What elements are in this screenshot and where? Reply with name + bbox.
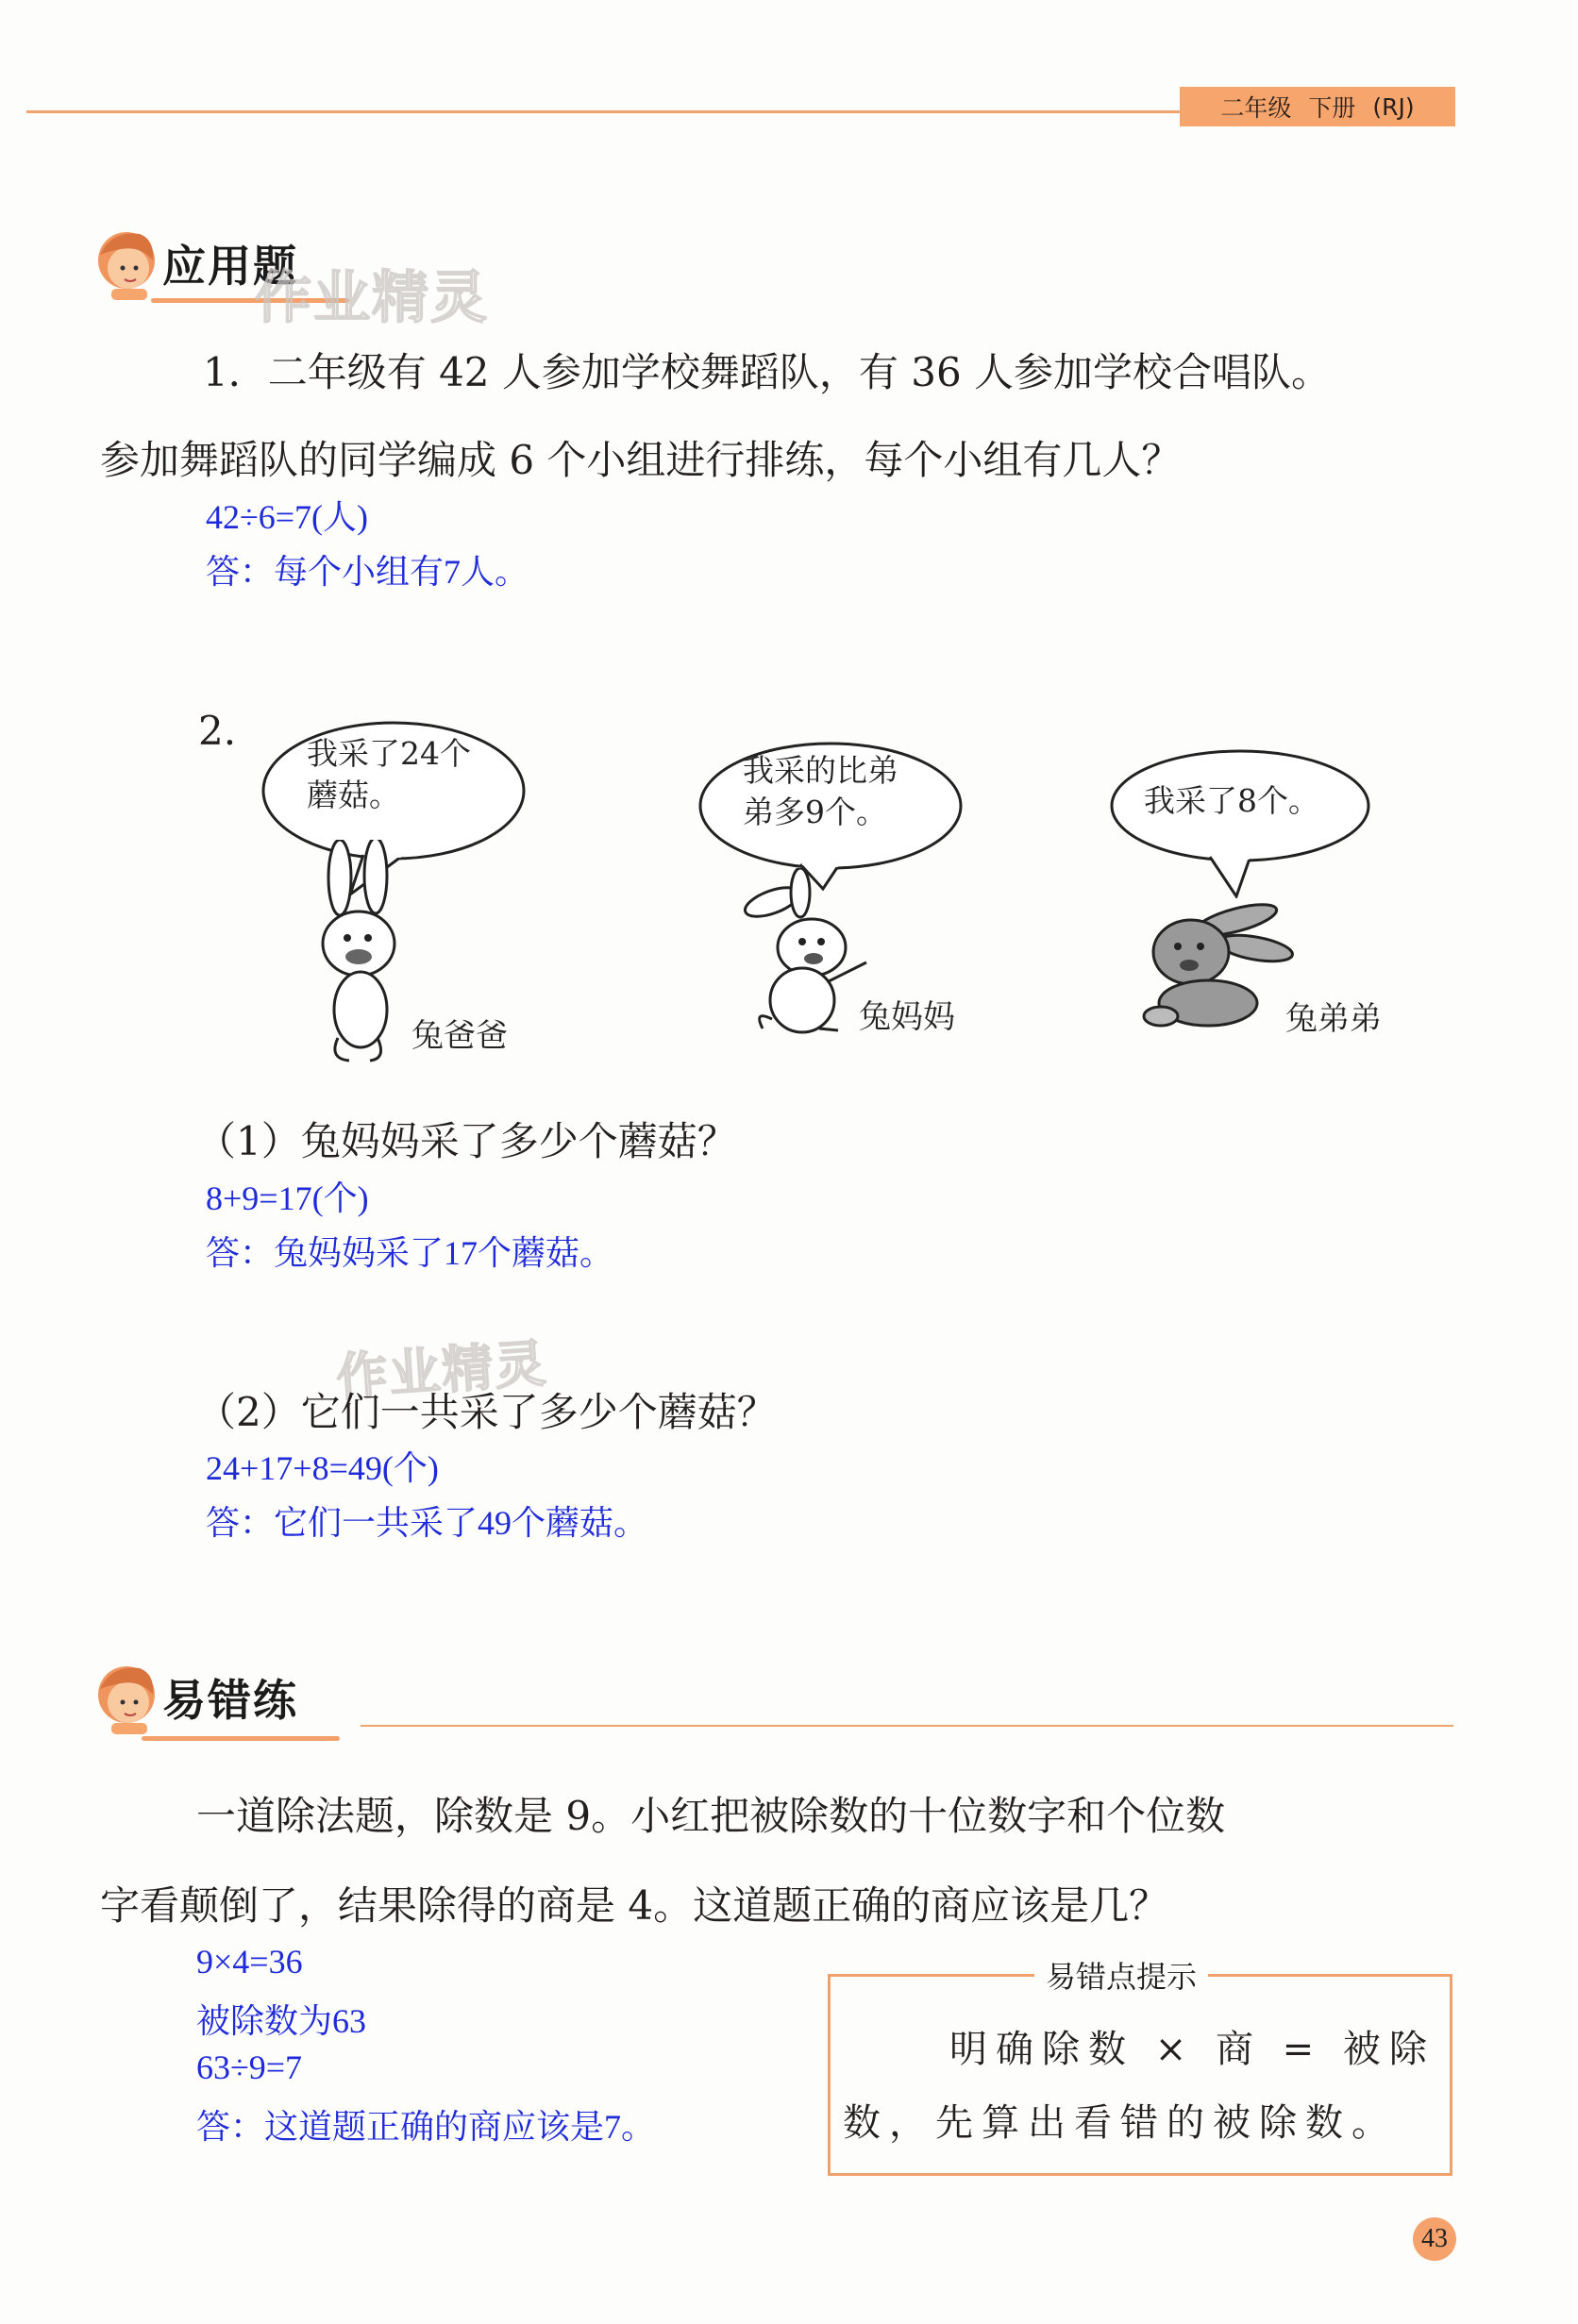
answer-1-text: 答：每个小组有7人。 xyxy=(206,553,529,591)
question-2-number: 2. xyxy=(198,708,237,754)
edition-label: (RJ) xyxy=(1372,92,1415,121)
answer-1-calc: 42÷6=7(人) xyxy=(206,498,369,536)
speech-bubble-3 xyxy=(1106,747,1380,898)
error-question-line1: 一道除法题，除数是 9。小红把被除数的十位数字和个位数 xyxy=(196,1793,1226,1839)
volume-label: 下册 xyxy=(1308,94,1356,122)
label-rabbit-brother: 兔弟弟 xyxy=(1285,1000,1382,1038)
sub-answer-1-calc: 8+9=17(个) xyxy=(206,1179,369,1217)
section-rule xyxy=(361,1725,1453,1727)
bubble-3-line1: 我采了8个。 xyxy=(1144,782,1319,819)
student-avatar-icon xyxy=(92,1661,160,1734)
page-number: 43 xyxy=(1413,2217,1456,2261)
question-1-line1: 1．二年级有 42 人参加学校舞蹈队，有 36 人参加学校合唱队。 xyxy=(203,349,1332,395)
error-answer-line2: 被除数为63 xyxy=(196,2002,367,2040)
rabbit-brother-icon xyxy=(1133,892,1302,1033)
sub-answer-2-text: 答：它们一共采了49个蘑菇。 xyxy=(206,1504,648,1542)
section-title: 应用题 xyxy=(162,241,298,292)
bubble-1-line1: 我采了24个 xyxy=(307,735,471,772)
tip-line2: 数，先算出看错的被除数。 xyxy=(843,2101,1398,2145)
bubble-2-line1: 我采的比弟 xyxy=(743,752,898,789)
sub-question-2: （2）它们一共采了多少个蘑菇？ xyxy=(196,1389,777,1435)
rabbit-father-icon xyxy=(311,840,415,1066)
bubble-2-line2: 弟多9个。 xyxy=(743,794,887,830)
title-underline xyxy=(142,1736,340,1741)
label-rabbit-mother: 兔妈妈 xyxy=(859,998,955,1036)
header-rule xyxy=(26,110,1180,113)
error-answer-line3: 63÷9=7 xyxy=(196,2048,303,2086)
watermark-text: 作业精灵 xyxy=(255,265,489,331)
label-rabbit-father: 兔爸爸 xyxy=(411,1017,508,1055)
sub-answer-2-calc: 24+17+8=49(个) xyxy=(206,1449,439,1487)
watermark-text-2: 作业精灵 xyxy=(334,1333,550,1408)
sub-answer-1-text: 答：兔妈妈采了17个蘑菇。 xyxy=(206,1234,614,1272)
error-answer-line1: 9×4=36 xyxy=(196,1943,303,1981)
tip-title: 易错点提示 xyxy=(1034,1953,1208,1997)
grade-badge xyxy=(1180,87,1455,126)
tip-line1: 明确除数 × 商 = 被除 xyxy=(949,2028,1435,2071)
error-answer-line4: 答：这道题正确的商应该是7。 xyxy=(196,2108,656,2146)
student-avatar-icon xyxy=(92,226,160,300)
sub-question-1: （1）兔妈妈采了多少个蘑菇？ xyxy=(196,1118,737,1164)
grade-label: 二年级 xyxy=(1220,94,1292,122)
section-title: 易错练 xyxy=(162,1675,298,1726)
bubble-1-line2: 蘑菇。 xyxy=(307,777,400,813)
question-1-line2: 参加舞蹈队的同学编成 6 个小组进行排练，每个小组有几人？ xyxy=(100,437,1182,483)
error-question-line2: 字看颠倒了，结果除得的商是 4。这道题正确的商应该是几？ xyxy=(100,1882,1169,1929)
section-heading-error-practice xyxy=(92,1661,298,1734)
